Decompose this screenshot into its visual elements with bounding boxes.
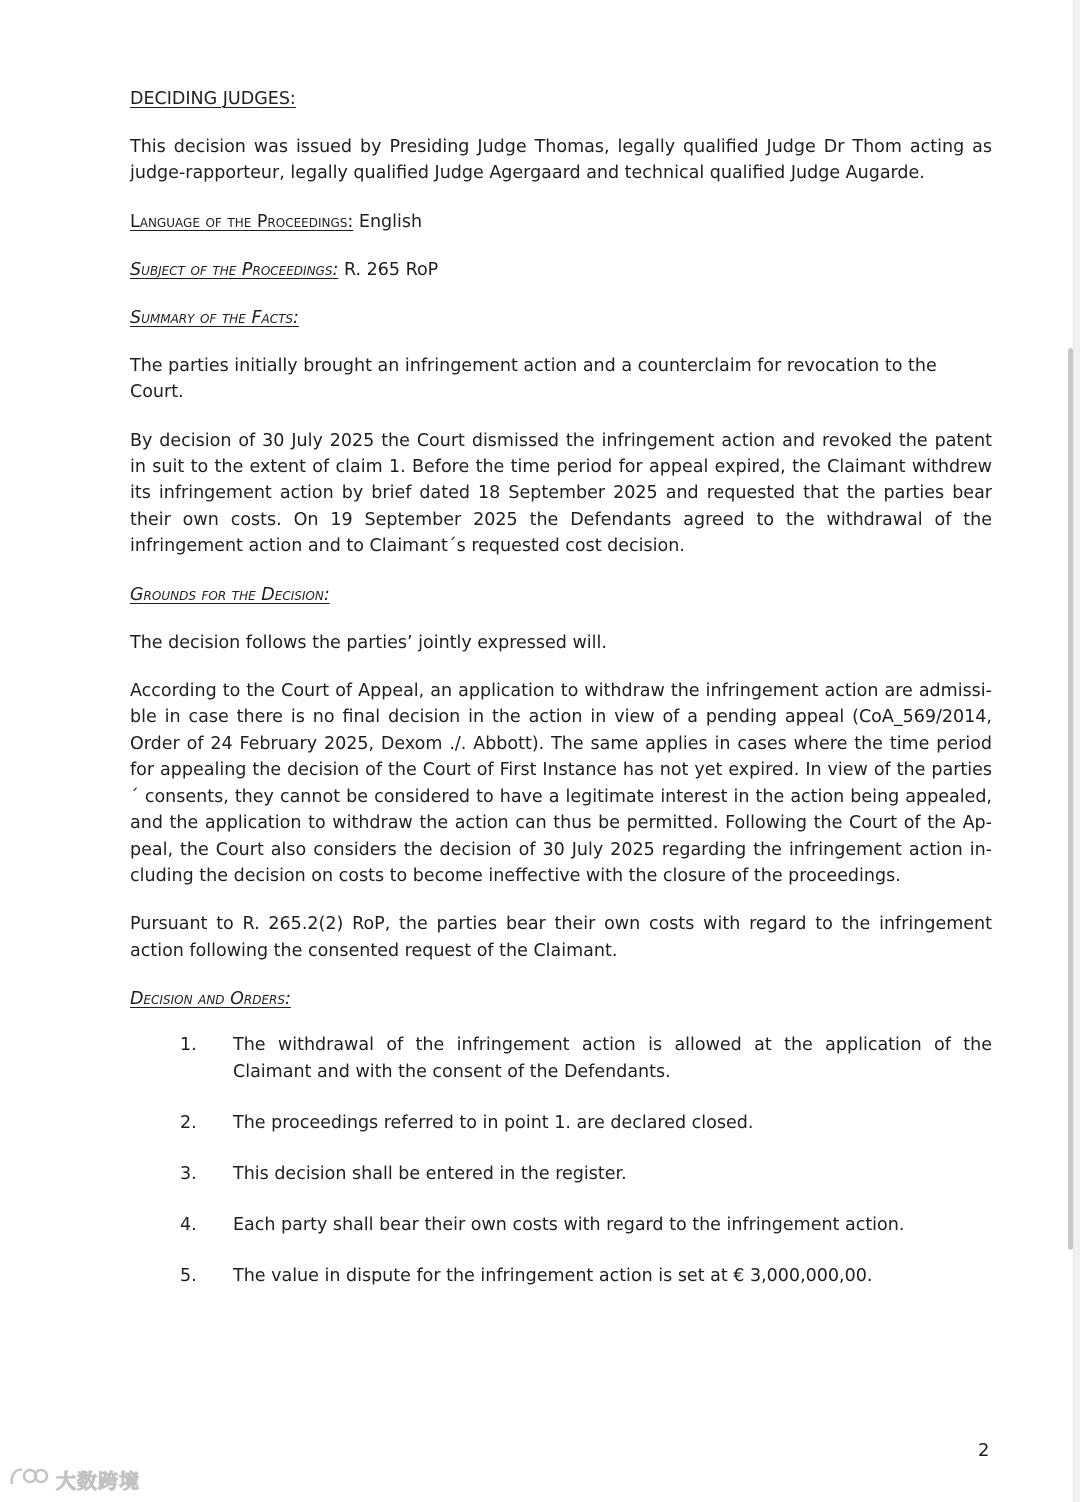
deciding-judges-heading — [130, 86, 992, 112]
order-text: The value in dispute for the infringement action is set at € 3,000,000,00. — [233, 1266, 873, 1287]
watermark-logo-icon — [8, 1464, 50, 1494]
order-text: The withdrawal of the infringement action is allowed at the application of the Claimant and with the consent of the Defendants. — [233, 1035, 992, 1083]
summary-heading — [130, 305, 992, 331]
deciding-judges-text: This decision was issued by Presiding Judge Thomas, legally qualified Judge Dr Thom acting as judge-rapporteur, legally qualified Judge Agergaard and technical qualified Judge Augarde. — [130, 137, 992, 184]
order-item — [130, 1161, 992, 1188]
subject-line — [130, 257, 992, 283]
order-item — [130, 1032, 992, 1086]
grounds-heading — [130, 582, 992, 608]
watermark — [8, 1464, 140, 1494]
order-number: 1. — [180, 1035, 197, 1056]
grounds-heading-text: Grounds for the Decision: — [130, 584, 330, 605]
language-value: English — [358, 211, 423, 232]
subject-value: R. 265 RoP — [343, 259, 439, 280]
order-number: 3. — [180, 1164, 197, 1185]
order-text: The proceedings referred to in point 1. are declared closed. — [233, 1113, 754, 1134]
grounds-paragraph-1: The decision follows the parties’ jointly expressed will. — [130, 632, 607, 653]
summary-heading-text: Summary of the Facts: — [130, 307, 299, 328]
subject-label: Subject of the Proceedings: — [130, 259, 339, 280]
order-item — [130, 1212, 992, 1239]
document-body — [130, 86, 992, 1314]
language-line — [130, 209, 992, 235]
order-number: 2. — [180, 1113, 197, 1134]
page-number: 2 — [978, 1440, 990, 1461]
summary-paragraph-1: The parties initially brought an infringement action and a counterclaim for revocation to the Court. — [130, 355, 937, 403]
decision-heading — [130, 986, 992, 1012]
order-text: This decision shall be entered in the register. — [233, 1164, 627, 1185]
decision-heading-text: Decision and Orders: — [130, 989, 291, 1010]
page-edge — [1073, 0, 1080, 1502]
order-item — [130, 1263, 992, 1290]
order-item — [130, 1110, 992, 1137]
watermark-text: 大数跨境 — [56, 1468, 140, 1493]
order-text: Each party shall bear their own costs with regard to the infringement action. — [233, 1215, 905, 1236]
language-label: Language of the Proceedings: — [130, 211, 354, 232]
deciding-judges-heading-text: DECIDING JUDGES: — [130, 89, 296, 109]
order-number: 5. — [180, 1266, 197, 1287]
grounds-paragraph-3: Pursuant to R. 265.2(2) RoP, the parties bear their own costs with regard to the infringement action following the consented request of the Claimant. — [130, 914, 992, 961]
summary-paragraph-2: By decision of 30 July 2025 the Court dismissed the infringement action and revoked the patent in suit to the extent of claim 1. Before the time period for appeal expired, the Claimant withdrew its infringement action by brief dated 18 September 2025 and requested that the parties bear their own costs. On 19 September 2025 the Defendants agreed to the withdrawal of the infringement action and to Claimant´s requested cost decision. — [130, 430, 992, 557]
scrollbar-thumb[interactable] — [1068, 348, 1073, 1250]
orders-list — [130, 1032, 992, 1290]
order-number: 4. — [180, 1215, 197, 1236]
grounds-paragraph-2: According to the Court of Appeal, an application to withdraw the infringement action are admissible in case there is no final decision in the action in view of a pending appeal (CoA_569/2014, Order of 24 February 2025, Dexom ./. Abbott). The same applies in cases where the time period for appealing the decision of the Court of First Instance has not yet expired. In view of the parties´ consents, they cannot be considered to have a legitimate interest in the action being appealed, and the application to withdraw the action can thus be permitted. Following the Court of the Appeal, the Court also considers the decision of 30 July 2025 regarding the infringement action including the decision on costs to become ineffective with the closure of the proceedings. — [130, 681, 992, 886]
